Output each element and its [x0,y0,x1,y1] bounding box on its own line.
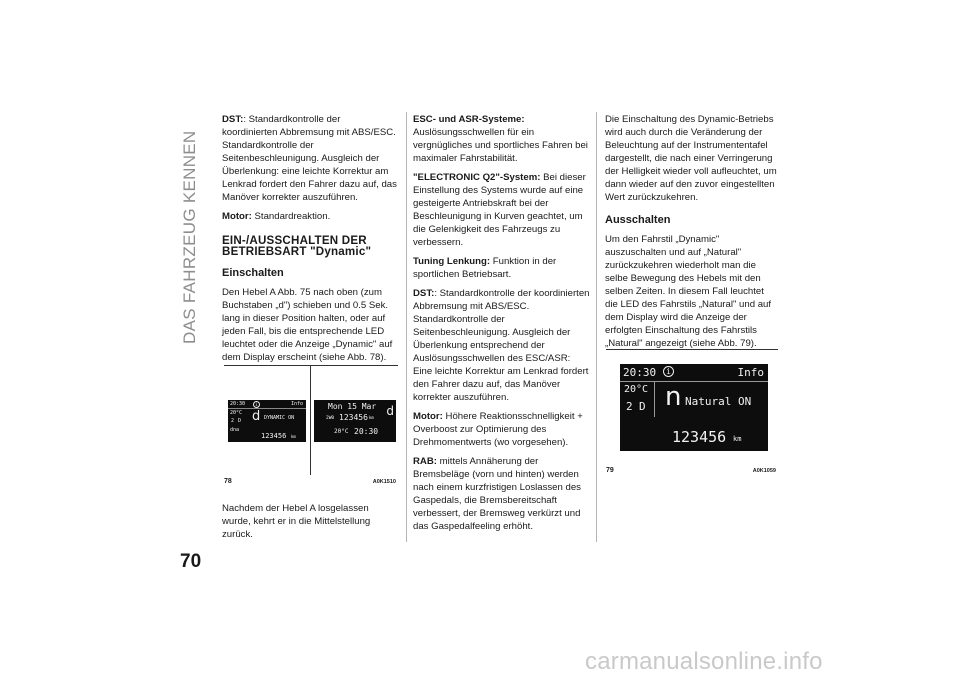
subheading-einschalten: Einschalten [222,267,284,279]
display-top-rule [620,381,768,382]
display-temp: 20°C [624,384,649,395]
page-number: 70 [180,551,202,572]
display-odometer: 123456 [672,428,727,446]
electronic-q2-label: "ELECTRONIC Q2"-System: [413,172,541,183]
tuning-paragraph [413,255,591,281]
dst-sport-label: DST: [413,288,435,299]
motor-sport-paragraph [413,410,591,449]
watermark: carmanualsonline.info [585,648,823,675]
column-1-bottom [222,502,400,547]
column-1 [222,113,397,370]
figure-code: A0K1510 [372,479,396,485]
dna-label: dna [230,427,240,433]
dst-label: DST: [222,114,244,125]
section-side-label [178,112,204,344]
column-2 [413,113,591,539]
motor-text: Standardreaktion. [251,211,331,222]
heading-line-1: EIN-/AUSSCHALTEN DER [222,234,367,247]
esc-heading: ESC- und ASR-Systeme: [413,114,525,125]
dst-sport-text: : Standardkontrolle der koordinierten Abbremsung mit ABS/ESC. Standardkontrolle der Seitenbeschleunigung. Ausgleich der Überlenkung entsprechend der Auslösungsschwellen des ESC/ASR: Eine leichte Korrektur am Lenkrad fordert den Fahrer dazu auf, das Manöver korrekter auszuführen. [413,288,590,403]
left-display-top-rule [228,408,306,409]
left-display-temp: 20°C [230,410,243,416]
figure-code: A0K1059 [752,468,776,474]
left-display-odometer: 123456 [261,432,287,440]
display-left-rule [654,381,655,417]
left-display-time: 20:30 [230,401,246,407]
rab-text: mittels Annäherung der Bremsbeläge (vorn und hinten) werden nach einem kurzfristigen Loslassen des Gaspedals, die Bremsbereitschaft verbessert, der Bremsweg verkürzt und das Gaspedalfeeling erhöht. [413,456,581,532]
rab-paragraph [413,455,591,533]
left-display-mode: DYNAMIC ON [264,415,295,421]
motor-label: Motor: [222,211,252,222]
ausschalten-paragraph: Um den Fahrstil „Dynamic" auszuschalten und auf „Natural" zurückzukehren wiederholt man die selbe Bewegung des Hebels mit den selben Zeiten. In diesem Fall leuchtet die LED des Fahrstils „Natural" und auf dem Display wird die Anzeige der erfolgten Einschaltung des Fahrstils „Natural" angezeigt (siehe Abb. 79). [605,234,772,349]
dst-paragraph [222,113,397,204]
figure-top-rule [606,349,778,350]
display-mode: Natural ON [685,395,752,408]
rab-label: RAB: [413,456,437,467]
column-divider-1 [406,112,407,542]
dashboard-display-left [228,400,306,442]
left-display-gear: 2 [231,418,235,424]
display-gear-sub: D [639,400,646,413]
dashboard-display-right [314,400,396,442]
figure-number: 79 [606,467,614,474]
right-display-odometer-unit: km [369,415,374,420]
side-label-text: DAS FAHRZEUG KENNEN [180,130,199,344]
section-heading [222,235,397,257]
subheading-ausschalten: Ausschalten [605,214,671,226]
dynamic-lighting-paragraph: Die Einschaltung des Dynamic-Betriebs wird auch durch die Veränderung der Beleuchtung auf der Instrumententafel dargestellt, die nach einer Verringerung der Helligkeit wieder voll aufleuchtet, um dann wieder auf den zuvor eingestellten Wert zurückzukehren. [605,114,777,203]
left-display-unit: km [291,434,296,439]
motor-paragraph [222,210,397,223]
dynamic-mode-letter: d [252,409,261,424]
tuning-text: Funktion in der sportlichen Betriebsart. [413,256,557,280]
dashboard-display-natural [620,364,768,451]
right-display-mode-letter: d [386,404,394,418]
electronic-q2-text: Bei dieser Einstellung des Systems wurde auf eine gesteigerte Antriebskraft bei der Beschleunigung in Kurven geachtet, um die Gelenkigkeit des Fahrzeugs zu verbessern. [413,172,586,248]
tuning-label: Tuning Lenkung: [413,256,491,267]
info-icon: i [663,366,674,377]
natural-mode-letter: n [665,382,682,412]
dst-text: : Standardkontrolle der koordinierten Abbremsung mit ABS/ESC. Standardkontrolle der Seitenbeschleunigung. Ausgleich der Überlenkung: eine leichte Korrektur am Lenkrad fordert den Fahrer dazu auf, das Manöver korrekter auszuführen. [222,114,397,203]
motor-sport-text: Höhere Reaktionsschnelligkeit + Overboost zur Optimierung des Drehmomentwerts (wo vorgesehen). [413,411,583,448]
right-display-odometer: 123456 [339,413,368,422]
right-display-date: Mon 15 Mar [328,402,377,411]
figure-top-rule [224,365,398,366]
motor-sport-label: Motor: [413,411,443,422]
figure-divider [310,365,311,475]
heading-line-2: BETRIEBSART "Dynamic" [222,245,372,258]
figure-78 [224,365,398,485]
dst-sport-paragraph [413,287,591,404]
left-display-gear-sub: D [238,418,242,424]
right-display-time: 20:30 [354,427,379,436]
einschalten-paragraph: Den Hebel A Abb. 75 nach oben (zum Buchstaben „d") schieben und 0.5 Sek. lang in dieser Position halten, oder auf jeden Fall, bis die entsprechende LED leuchtet oder die Anzeige „Dynamic" auf dem Display erscheint (siehe Abb. 78). [222,287,393,363]
display-info: Info [737,366,764,379]
right-display-temp: 20°C [334,428,349,435]
column-divider-2 [596,112,597,542]
left-display-info: Info [290,401,303,407]
display-unit: km [733,435,742,443]
figure-79 [606,349,778,474]
esc-text: Auslösungsschwellen für ein vergnügliches und sportliches Fahren bei maximaler Fahrstabilität. [413,127,588,164]
display-gear: 2 [626,400,633,413]
info-icon: i [253,401,260,408]
esc-paragraph [413,113,591,165]
right-display-range: 2W0 [326,416,335,421]
column-3 [605,113,777,356]
display-time: 20:30 [623,366,657,379]
after-figure-paragraph: Nachdem der Hebel A losgelassen wurde, kehrt er in die Mittelstellung zurück. [222,503,371,540]
electronic-q2-paragraph [413,171,591,249]
figure-number: 78 [224,478,232,485]
